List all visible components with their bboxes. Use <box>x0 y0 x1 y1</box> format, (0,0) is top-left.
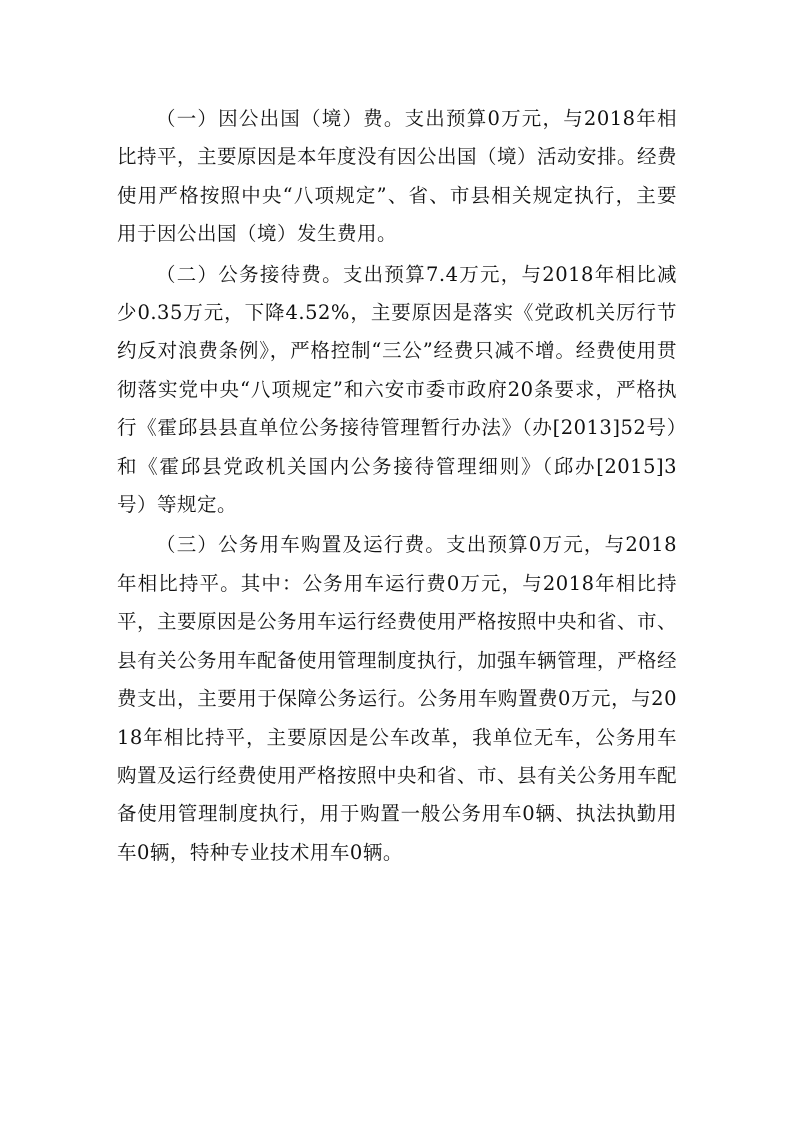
document-body <box>117 100 677 874</box>
paragraph-official-vehicle-expense: （三）公务用车购置及运行费。支出预算0万元，与2018年相比持平。其中：公务用车运行费0万元，与2018年相比持平，主要原因是公务用车运行经费使用严格按照中央和省、市、县有关公务用车配备使用管理制度执行，加强车辆管理，严格经费支出，主要用于保障公务运行。公务用车购置费0万元，与2018年相比持平，主要原因是公车改革，我单位无车，公务用车购置及运行经费使用严格按照中央和省、市、县有关公务用车配备使用管理制度执行，用于购置一般公务用车0辆、执法执勤用车0辆，特种专业技术用车0辆。 <box>117 533 678 864</box>
paragraph-overseas-travel-expense: （一）因公出国（境）费。支出预算0万元，与2018年相比持平，主要原因是本年度没有因公出国（境）活动安排。经费使用严格按照中央“八项规定”、省、市县相关规定执行，主要用于因公出国（境）发生费用。 <box>117 107 678 246</box>
paragraph-official-reception-expense: （二）公务接待费。支出预算7.4万元，与2018年相比减少0.35万元，下降4.52%，主要原因是落实《党政机关厉行节约反对浪费条例》，严格控制“三公”经费只减不增。经费使用贯彻落实党中央“八项规定”和六安市委市政府20条要求，严格执行《霍邱县县直单位公务接待管理暂行办法》（办[2013]52号）和《霍邱县党政机关国内公务接待管理细则》（邱办[2015]3号）等规定。 <box>117 262 677 517</box>
